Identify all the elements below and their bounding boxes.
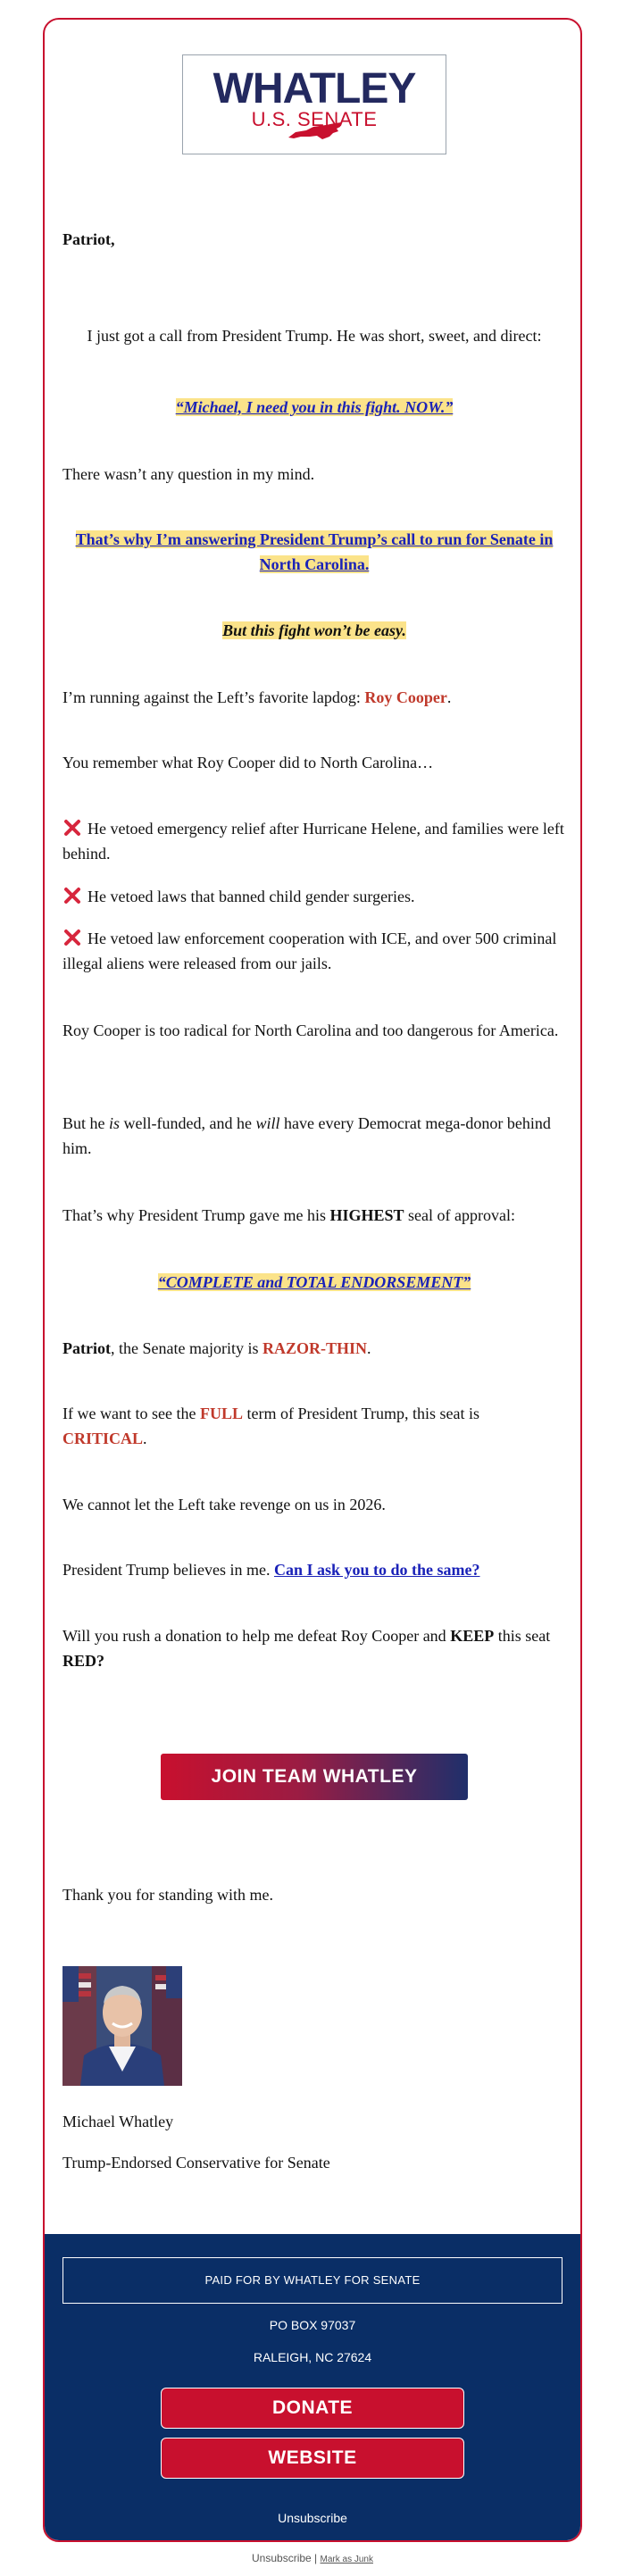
not-easy-text: But this fight won’t be easy.: [222, 621, 406, 639]
address-line-2: RALEIGH, NC 27624: [253, 2350, 372, 2364]
funded-b: well-funded, and he: [120, 1114, 256, 1132]
believes-text: President Trump believes in me.: [62, 1561, 274, 1579]
running-suffix: .: [446, 688, 452, 706]
intro-paragraph: I just got a call from President Trump. He was short, sweet, and direct:: [87, 327, 542, 345]
join-team-button[interactable]: JOIN TEAM WHATLEY: [161, 1754, 468, 1800]
red-text: RED?: [62, 1652, 105, 1670]
trump-quote-link[interactable]: “Michael, I need you in this fight. NOW.”: [175, 398, 454, 416]
email-card: [43, 18, 582, 2542]
full-text: FULL: [199, 1405, 243, 1422]
endorsement-paragraph: [62, 1270, 566, 1295]
candidate-photo: [62, 1966, 182, 2086]
funded-a: But he: [62, 1114, 109, 1132]
razor-thin-text: RAZOR-THIN: [262, 1339, 367, 1357]
bottom-unsubscribe-link[interactable]: Unsubscribe: [252, 2552, 312, 2564]
funded-c: have every Democrat mega-donor behind him.: [62, 1114, 551, 1157]
majority-middle: , the Senate majority is: [110, 1339, 262, 1357]
veto-text: He vetoed law enforcement cooperation with ICE, and over 500 criminal illegal aliens were released from our jails.: [62, 930, 557, 972]
rush-paragraph: [62, 1623, 566, 1673]
not-easy-paragraph: [62, 618, 566, 643]
veto-item: [62, 926, 566, 976]
running-prefix: I’m running against the Left’s favorite lapdog:: [62, 688, 365, 706]
running-paragraph: [62, 685, 566, 710]
logo-subtitle: U.S. SENATE: [251, 108, 378, 130]
funded-will: will: [255, 1114, 280, 1132]
full-term-paragraph: [62, 1401, 566, 1451]
full-term-a: If we want to see the: [62, 1405, 200, 1422]
red-x-icon: [62, 929, 82, 946]
trump-quote-paragraph: [62, 395, 566, 420]
rush-b: this seat: [494, 1627, 551, 1645]
signature-title: Trump-Endorsed Conservative for Senate: [62, 2154, 330, 2172]
red-x-icon: [62, 887, 82, 905]
revenge-paragraph: We cannot let the Left take revenge on us in 2026.: [62, 1496, 386, 1513]
mark-as-junk-link[interactable]: Mark as Junk: [320, 2555, 373, 2564]
veto-text: He vetoed emergency relief after Hurricane Helene, and families were left behind.: [62, 820, 564, 863]
bottom-bar: [0, 2552, 625, 2564]
address-line-1: PO BOX 97037: [269, 2318, 356, 2332]
majority-paragraph: [62, 1336, 566, 1361]
ask-you-link[interactable]: Can I ask you to do the same?: [274, 1561, 480, 1579]
funded-is: is: [109, 1114, 121, 1132]
greeting: Patriot,: [62, 230, 115, 248]
seal-highest: HIGHEST: [329, 1206, 404, 1224]
bottom-separator: |: [311, 2552, 321, 2564]
veto-item: [62, 816, 566, 866]
logo-name: WHATLEY: [212, 65, 416, 113]
opponent-name: Roy Cooper: [364, 688, 447, 706]
veto-text: He vetoed laws that banned child gender surgeries.: [88, 888, 415, 905]
no-question-paragraph: There wasn’t any question in my mind.: [62, 465, 315, 483]
seal-suffix: seal of approval:: [404, 1206, 515, 1224]
paid-for-disclaimer: PAID FOR BY WHATLEY FOR SENATE: [62, 2257, 562, 2304]
footer: [45, 2234, 580, 2542]
answering-paragraph: [62, 527, 566, 577]
too-radical-paragraph: Roy Cooper is too radical for North Carolina and too dangerous for America.: [62, 1021, 559, 1039]
candidate-portrait-image: [62, 1966, 182, 2086]
endorsement-link[interactable]: “COMPLETE and TOTAL ENDORSEMENT”: [157, 1273, 471, 1291]
keep-text: KEEP: [450, 1627, 495, 1645]
signature-name: Michael Whatley: [62, 2113, 174, 2130]
campaign-logo: [182, 54, 446, 154]
footer-unsubscribe-link[interactable]: Unsubscribe: [278, 2511, 347, 2525]
veto-item: [62, 884, 566, 909]
red-x-icon: [62, 819, 82, 837]
full-term-c: .: [143, 1430, 147, 1447]
majority-end: .: [366, 1339, 371, 1357]
north-carolina-state-icon: [287, 121, 344, 141]
answering-call-link[interactable]: That’s why I’m answering President Trump’s call to run for Senate in North Carolina.: [75, 530, 554, 573]
believes-paragraph: [62, 1557, 566, 1582]
well-funded-paragraph: [62, 1111, 566, 1161]
critical-text: CRITICAL: [62, 1430, 144, 1447]
majority-patriot: Patriot: [62, 1339, 111, 1357]
remember-paragraph: You remember what Roy Cooper did to North Carolina…: [62, 754, 434, 771]
full-term-b: term of President Trump, this seat is: [242, 1405, 479, 1422]
rush-a: Will you rush a donation to help me defeat Roy Cooper and: [62, 1627, 451, 1645]
donate-button[interactable]: DONATE: [161, 2388, 464, 2429]
website-button[interactable]: WEBSITE: [161, 2438, 464, 2479]
seal-prefix: That’s why President Trump gave me his: [62, 1206, 330, 1224]
thanks-paragraph: Thank you for standing with me.: [62, 1886, 273, 1904]
seal-paragraph: [62, 1203, 566, 1228]
